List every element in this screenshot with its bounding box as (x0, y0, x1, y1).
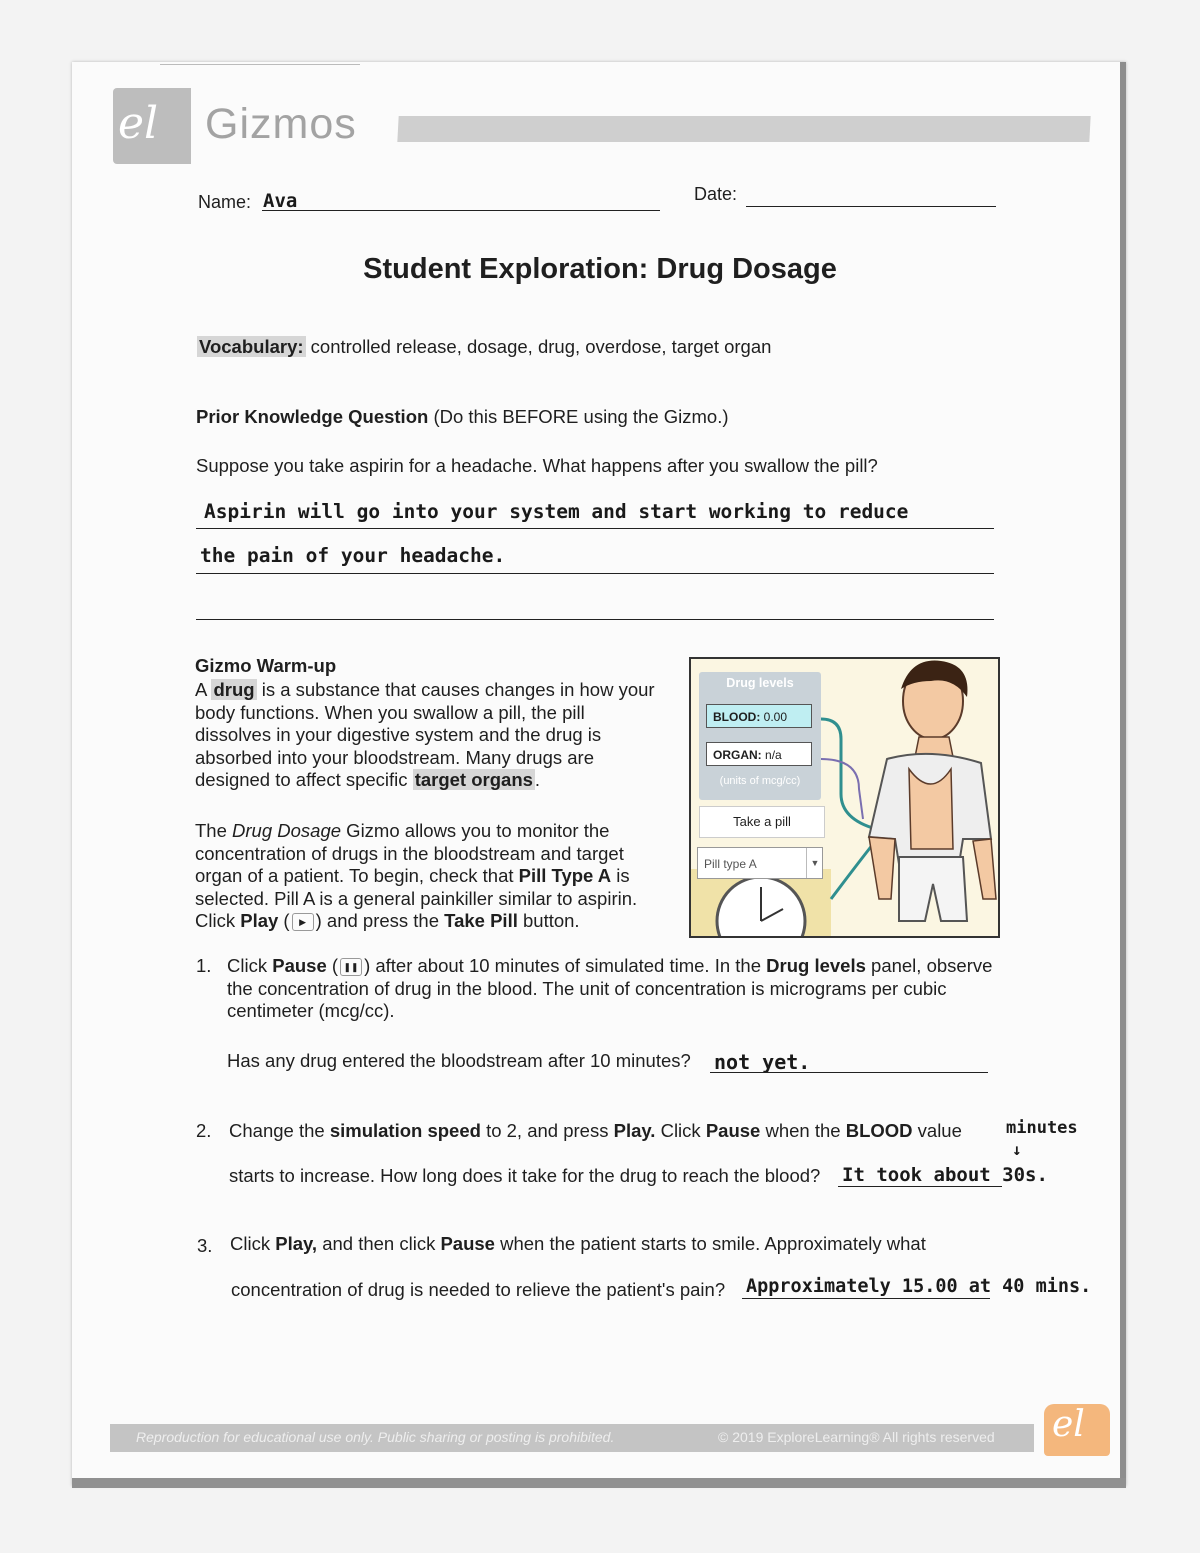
warmup-paragraph-1: A drug is a substance that causes changes in how your body functions. When you swallow a pill, the pill dissolves in your digestive system and the drug is absorbed into your bloodstream. Many drugs are designed to affect specific target organs . (195, 679, 655, 790)
take-pill-button[interactable]: Take a pill (699, 806, 825, 838)
q1-text: Click Pause ( ❚❚ ) after about 10 minutes of simulated time. In the Drug levels panel, observe the concentration of drug in the blood. The unit of concentration is micrograms per cubic centimeter (mcg/cc). (227, 955, 993, 1021)
name-value[interactable]: Ava (263, 190, 298, 212)
pause-icon: ❚❚ (340, 958, 362, 976)
chevron-down-icon: ▼ (806, 848, 823, 878)
logo-glyph: el (118, 98, 159, 149)
q1-subquestion: Has any drug entered the bloodstream after 10 minutes? (227, 1050, 691, 1071)
prior-knowledge-heading (196, 406, 996, 429)
prior-knowledge-title: Prior Knowledge Question (196, 406, 429, 427)
q3-text: Click Play, and then click Pause when the patient starts to smile. Approximately what (230, 1233, 926, 1254)
blood-readout: BLOOD: 0.00 (706, 704, 812, 728)
prior-knowledge-question: Suppose you take aspirin for a headache. What happens after you swallow the pill? (196, 455, 878, 476)
q3-answer-line (742, 1298, 990, 1299)
q2-answer[interactable]: It took about 30s. (842, 1164, 1048, 1186)
organ-readout: ORGAN: n/a (706, 742, 812, 766)
vocabulary-terms: controlled release, dosage, drug, overdose, target organ (310, 336, 772, 357)
date-line (746, 206, 996, 207)
q2-note: minutes (1006, 1118, 1078, 1138)
answer-line-2[interactable]: the pain of your headache. (200, 544, 506, 567)
q3-answer[interactable]: Approximately 15.00 at 40 mins. (746, 1276, 1092, 1297)
vocabulary (197, 336, 997, 359)
answer-rule-2 (196, 573, 994, 574)
q2-text: Change the simulation speed to 2, and press Play. Click Pause when the BLOOD value (229, 1120, 962, 1141)
header-bar (397, 116, 1090, 142)
footer-rights: © 2019 ExploreLearning® All rights reserved (718, 1429, 995, 1445)
units-label: (units of mcg/cc) (719, 775, 801, 787)
term-drug: drug (213, 679, 255, 700)
drug-levels-title: Drug levels (726, 676, 794, 690)
q2-arrow-icon: ↓ (1012, 1140, 1022, 1159)
warmup-paragraph-2: The Drug Dosage Gizmo allows you to monitor the concentration of drugs in the bloodstream and target organ of a patient. To begin, check that Pill Type A is selected. Pill A is a general painkiller similar to aspirin. Click Play ( ▶ ) and press the Take Pill button. (195, 820, 638, 931)
q1-answer-line (710, 1072, 988, 1073)
page-title: Student Exploration: Drug Dosage (363, 253, 837, 285)
q1-answer[interactable]: not yet. (714, 1050, 811, 1074)
name-line (262, 210, 660, 211)
answer-line-1[interactable]: Aspirin will go into your system and start working to reduce (204, 500, 909, 523)
q3-text-line2: concentration of drug is needed to relieve the patient's pain? (231, 1279, 726, 1300)
answer-rule-3 (196, 619, 994, 620)
warmup-heading: Gizmo Warm-up (195, 655, 337, 676)
prior-knowledge-note: (Do this BEFORE using the Gizmo.) (433, 406, 729, 427)
vocabulary-label: Vocabulary: (199, 336, 304, 357)
term-target-organs: target organs (414, 769, 533, 790)
q2-answer-line (838, 1186, 1002, 1187)
pill-type-select[interactable]: Pill type A (697, 847, 823, 879)
footer-logo-glyph: el (1052, 1404, 1085, 1445)
page-edge-bottom (72, 1478, 1126, 1488)
q2-number: 2. (196, 1120, 212, 1141)
q3-number: 3. (197, 1235, 213, 1256)
top-rule (160, 64, 360, 65)
brand-name: Gizmos (205, 100, 357, 148)
name-label: Name: (198, 192, 252, 212)
answer-rule-1 (196, 528, 994, 529)
q1-number: 1. (196, 955, 212, 976)
footer-copyright-notice: Reproduction for educational use only. Public sharing or posting is prohibited. (136, 1429, 615, 1445)
q2-text-line2: starts to increase. How long does it take for the drug to reach the blood? (229, 1165, 821, 1186)
date-label: Date: (694, 184, 738, 204)
play-icon: ▶ (292, 913, 314, 931)
